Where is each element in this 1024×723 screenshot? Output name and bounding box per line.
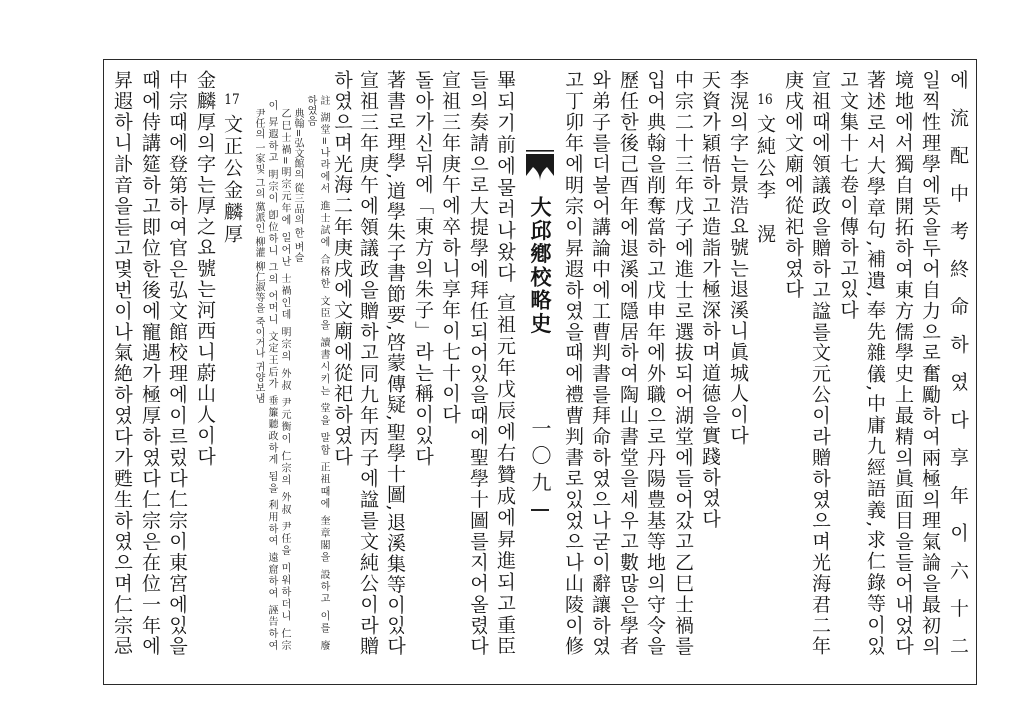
footnote-line: 이 昇遐하고 明宗이 卽位하니 그의 어머니 文定王后가 垂簾聽政하게 됨을 利用하여 遠窟하여 誣告하여 — [266, 100, 277, 652]
footnote-line: 註 湖堂=나라에서 進士試에 合格한 文臣을 讀書시키는 堂을 말함 正祖때에 奎章閣을 設하고 이를 廢 — [318, 95, 329, 653]
page-number-rule — [531, 509, 549, 511]
section-number: 16 — [757, 93, 773, 107]
text-column: 金麟厚의字는厚之요號는河西니蔚山人이다 — [194, 70, 216, 468]
text-column: 일찍性理學에뜻을두어自力으로奮勵하여兩極의理氣論을最初의 — [919, 70, 941, 657]
text-column: 고丁卯年에明宗이昇遐하였을때에禮曹判書로있었으나山陵이修 — [562, 70, 584, 657]
text-column: 天資가穎悟하고造詣가極深하며道德을實踐하였다 — [699, 70, 721, 530]
text-column: 宣祖三年庚午에卒하니享年이七十이다 — [439, 70, 461, 426]
section-heading — [220, 93, 244, 246]
section-title: 文純公李 滉 — [754, 114, 776, 246]
footnote-line: 尹任의 一家및 그의 黨派인 柳灌 柳仁淑等을 죽이거나 귀양보냄 — [253, 108, 264, 404]
section-number: 17 — [224, 93, 240, 107]
footnote-line: 하였음 — [305, 95, 316, 127]
footnote-line: 乙巳士禍=明宗元年에 일어난 士禍인데 明宗의 外叔 尹元衡이 仁宗의 外叔 尹任을 미워하더니 仁宗 — [279, 108, 290, 653]
text-column: 畢되기前에물러나왔다 宣祖元年戊辰에右贊成에昇進되고重臣 — [494, 70, 516, 658]
text-column: 境地에서獨自開拓하여東方儒學史上最精의眞面目을들어내었다 — [892, 70, 914, 657]
text-column: 때에侍講筵하고即位한後에寵遇가極厚하였다仁宗은在位一年에 — [139, 70, 161, 657]
fish-tail-ornament-icon — [524, 150, 556, 184]
text-column: 中宗二十三年戊子에進士로選拔되어湖堂에들어갔고乙巳士禍를 — [672, 70, 694, 657]
text-column: 하였으며光海二年庚戌에文廟에從祀하였다 — [331, 70, 353, 468]
section-title: 文正公金麟厚 — [221, 114, 243, 246]
section-heading — [753, 93, 777, 246]
text-column: 著書로理學,道學朱子書節要,啓蒙傳疑,聖學十圖,退溪集等이있다 — [384, 70, 406, 657]
text-column: 들의奏請으로大提學에拜任되어있을때에聖學十圖를지어올렸다 — [467, 70, 489, 657]
text-column: 고文集十七卷이傳하고있다 — [837, 70, 859, 321]
text-column: 中宗때에登第하여官은弘文館校理에이르렀다仁宗이東宮에있을 — [166, 70, 188, 657]
text-column: 에流配中考終命하였다享年이六十二 — [947, 70, 969, 674]
text-column: 와弟子를더불어講論中에工曹判書를拜命하였으나굳이辭讓하였 — [589, 70, 611, 657]
text-column: 입어典翰을削奪當하고戊申年에外職으로丹陽豊基等地의守令을 — [644, 70, 666, 657]
text-column: 李滉의字는景浩요號는退溪니眞城人이다 — [727, 70, 749, 447]
text-column: 昇遐하니訃音을듣고몇번이나氣絶하였다가甦生하였으며仁宗忌 — [111, 70, 133, 657]
page-number: 一〇九 — [528, 418, 552, 499]
text-column: 돌아가신뒤에「東方의朱子」라는稱이있다 — [412, 70, 434, 468]
footnote-line: 典翰=弘文館의 從三品의 한 벼슬 — [292, 108, 303, 263]
text-column: 宣祖때에領議政을贈하고諡를文元公이라贈하였으며光海君二年 — [809, 70, 831, 657]
text-column: 庚戌에文廟에從祀하였다 — [782, 70, 804, 300]
text-column: 著述로서大學章句,補遺,奉先雜儀,中庸九經語義,求仁錄等이있 — [864, 70, 886, 658]
text-column: 宣祖三年庚午에領議政을贈하고同九年丙子에諡를文純公이라贈 — [357, 70, 379, 657]
text-column: 歷任한後己酉年에退溪에隱居하여陶山書堂을세우고數많은學者 — [617, 70, 639, 657]
running-head-title: 大邱鄕校略史 — [528, 196, 553, 336]
